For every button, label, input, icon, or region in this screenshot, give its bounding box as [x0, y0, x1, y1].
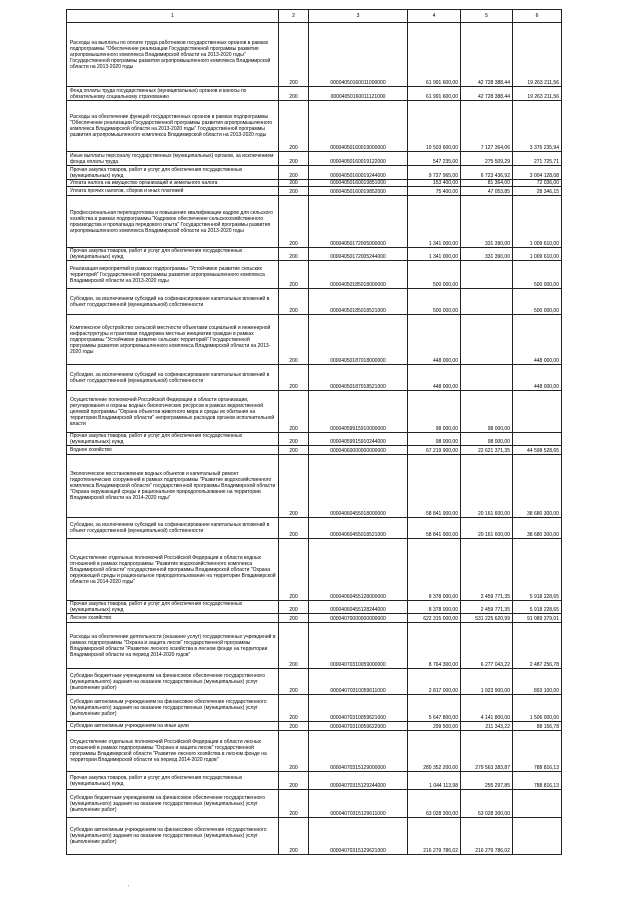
row-description: Иные выплаты персоналу государственных (муниципальных) органов, за исключением фонда оплаты труда [67, 152, 279, 166]
row-budget-code: 00004050172005244000 [309, 248, 408, 261]
table-row [67, 790, 562, 818]
row-approved-amount: 75 400,00 [408, 187, 461, 196]
row-line-code: 200 [279, 614, 309, 623]
row-executed-amount: 331 390,00 [461, 248, 513, 261]
row-approved-amount: 58 841 900,00 [408, 455, 461, 518]
row-description: Субсидии автономным учреждениям на финансовое обеспечение государственного (муниципального) задания на оказание государственных (муниципальных) услуг (выполнение работ) [67, 695, 279, 722]
row-description: Водное хозяйство [67, 446, 279, 455]
row-line-code: 200 [279, 289, 309, 315]
row-remaining-amount: 788 816,13 [513, 772, 562, 790]
row-description: Субсидии автономным учреждениям на финансовое обеспечение государственного (муниципального) задания на оказание государственных (муниципальных) услуг (выполнение работ) [67, 818, 279, 855]
row-line-code: 200 [279, 315, 309, 365]
row-budget-code: 00004070310059611000 [309, 669, 408, 695]
table-row [67, 180, 562, 187]
row-executed-amount: 216 279 786,02 [461, 818, 513, 855]
row-approved-amount: 98 000,00 [408, 433, 461, 446]
row-line-code: 200 [279, 695, 309, 722]
row-description: Прочая закупка товаров, работ и услуг для обеспечения государственных (муниципальных) нужд [67, 601, 279, 614]
row-approved-amount: 61 991 600,00 [408, 23, 461, 87]
row-approved-amount: 1 044 113,98 [408, 772, 461, 790]
row-remaining-amount: 1 009 610,00 [513, 248, 562, 261]
row-approved-amount: 448 000,00 [408, 315, 461, 365]
row-executed-amount: 6 277 043,22 [461, 623, 513, 669]
row-description: Профессиональная переподготовка и повышение квалификации кадров для сельского хозяйства в рамках подпрограммы "Кадровое обеспечение сельскохозяйственного производства и пропаганда передового опыта" Государственной программы развития агропромышленного комплекса Владимирской области на 2013-2020 годы [67, 196, 279, 248]
row-approved-amount: 67 219 900,00 [408, 446, 461, 455]
row-description: Расходы на обеспечение функций государственных органов в рамках подпрограммы "Обеспечение реализации Государственной программы развития агропромышленного комплекса Владимирской области на 2013-2020 годы" Государственной программы развития агропромышленного комплекса Владимирской области на 2013-2020 годы [67, 101, 279, 152]
row-line-code: 200 [279, 518, 309, 539]
table-row [67, 289, 562, 315]
row-description: Субсидии, за исключением субсидий на софинансирование капитальных вложений в объект государственной (муниципальной) собственности [67, 365, 279, 391]
table-row [67, 187, 562, 196]
row-remaining-amount: 5 918 228,65 [513, 601, 562, 614]
row-approved-amount: 10 503 600,00 [408, 101, 461, 152]
row-budget-code: 00004050185018521000 [309, 289, 408, 315]
row-executed-amount: 255 297,85 [461, 772, 513, 790]
table-body [67, 10, 562, 855]
row-budget-code: 00004050160011000000 [309, 23, 408, 87]
row-remaining-amount: 3 004 128,08 [513, 166, 562, 180]
row-description: Прочая закупка товаров, работ и услуг для обеспечения государственных (муниципальных) нужд [67, 433, 279, 446]
row-line-code: 200 [279, 87, 309, 101]
row-budget-code: 00004070310059621000 [309, 695, 408, 722]
row-line-code: 200 [279, 455, 309, 518]
row-executed-amount: 20 161 600,00 [461, 518, 513, 539]
row-description: Субсидии бюджетным учреждениям на финансовое обеспечение государственного (муниципального) задания на оказание государственных (муниципальных) услуг (выполнение работ) [67, 790, 279, 818]
row-remaining-amount: 271 725,71 [513, 152, 562, 166]
row-line-code: 200 [279, 818, 309, 855]
row-remaining-amount: 893 100,00 [513, 669, 562, 695]
table-row [67, 539, 562, 601]
row-executed-amount [461, 261, 513, 289]
table-row [67, 166, 562, 180]
row-remaining-amount: 88 156,78 [513, 722, 562, 731]
row-budget-code: 00004060455128000000 [309, 539, 408, 601]
table-row [67, 87, 562, 101]
table-row [67, 669, 562, 695]
row-description: Осуществление полномочий Российской Федерации в области организации, регулирования и охраны водных биологических ресурсов в рамках ведомственной целевой программы "Охрана объектов животного мира и среды их обитания на территории Владимирской области" непрограммных расходов органов исполнительной власти [67, 391, 279, 433]
row-executed-amount: 211 343,22 [461, 722, 513, 731]
row-budget-code: 00004060000000000000 [309, 446, 408, 455]
row-budget-code: 00004070315129000000 [309, 731, 408, 772]
row-remaining-amount: 44 598 528,65 [513, 446, 562, 455]
row-executed-amount: 2 459 771,35 [461, 601, 513, 614]
row-budget-code: 00004060455018521000 [309, 518, 408, 539]
row-description: Прочая закупка товаров, работ и услуг для обеспечения государственных (муниципальных) нужд [67, 248, 279, 261]
row-description: Расходы на обеспечение деятельности (оказание услуг) государственных учреждений в рамках подпрограммы "Охрана и защита лесов" государственной программы Владимирской области "Развитие лесного хозяйства в лесном фонде на территории Владимирской области на период 2014-2020 годов" [67, 623, 279, 669]
row-budget-code: 00004050185018000000 [309, 261, 408, 289]
row-approved-amount: 448 000,00 [408, 365, 461, 391]
table-row [67, 261, 562, 289]
row-description: Экологическое восстановление водных объектов и капитальный ремонт гидротехнических сооружений в рамках подпрограммы "Развитие водохозяйственного комплекса Владимирской области" государственной программы Владимирской области "Охрана окружающей среды и рациональное природопользование на территории Владимирской области на 2014-2020 годы" [67, 455, 279, 518]
row-budget-code: 00004060455128244000 [309, 601, 408, 614]
row-budget-code: 00004070310059622000 [309, 722, 408, 731]
row-remaining-amount: 38 680 300,00 [513, 455, 562, 518]
row-remaining-amount: 28 346,15 [513, 187, 562, 196]
row-approved-amount: 153 400,00 [408, 180, 461, 187]
row-description: Осуществление отдельных полномочий Российской Федерации в области лесных отношений в рамках подпрограммы "Охрана и защита лесов" государственной программы Владимирской области "Развитие лесного хозяйства в лесном фонде на территории Владимирской области на период 2014-2020 годов" [67, 731, 279, 772]
row-approved-amount: 547 235,00 [408, 152, 461, 166]
row-executed-amount: 2 459 771,35 [461, 539, 513, 601]
row-executed-amount: 63 028 300,00 [461, 790, 513, 818]
row-budget-code: 00004050172005000000 [309, 196, 408, 248]
row-executed-amount: 42 728 388,44 [461, 87, 513, 101]
row-description: Субсидии, за исключением субсидий на софинансирование капитальных вложений в объект государственной (муниципальной) собственности [67, 289, 279, 315]
row-budget-code: 00004070310059000000 [309, 623, 408, 669]
row-line-code: 200 [279, 669, 309, 695]
row-executed-amount: 279 563 383,87 [461, 731, 513, 772]
header-cell: 3 [309, 10, 408, 23]
row-approved-amount: 500 000,00 [408, 261, 461, 289]
row-description: Уплата прочих налогов, сборов и иных платежей [67, 187, 279, 196]
header-cell: 4 [408, 10, 461, 23]
table-row [67, 731, 562, 772]
row-budget-code: 00004050160019852000 [309, 187, 408, 196]
row-description: Комплексное обустройство сельской местности объектами социальной и инженерной инфраструктуры и грантовая поддержка местных инициатив граждан в рамках подпрограммы "Устойчивое развитие сельских территорий" Государственной программы развития агропромышленного комплекса Владимирской области на 2013-2020 годы [67, 315, 279, 365]
row-approved-amount: 63 028 300,00 [408, 790, 461, 818]
table-row [67, 695, 562, 722]
row-description: Осуществление отдельных полномочий Российской Федерации в области водных отношений в рамках подпрограммы "Развитие водохозяйственного комплекса Владимирской области" государственной программы Владимирской области "Охрана окружающей среды и рациональное природопользование на территории Владимирской области на 2014-2020 годы" [67, 539, 279, 601]
row-executed-amount: 4 141 800,00 [461, 695, 513, 722]
row-approved-amount: 5 647 800,00 [408, 695, 461, 722]
table-row [67, 365, 562, 391]
row-budget-code: 00004059915910244000 [309, 433, 408, 446]
table-row [67, 455, 562, 518]
row-remaining-amount: 788 816,13 [513, 731, 562, 772]
row-line-code: 200 [279, 539, 309, 601]
row-approved-amount: 299 500,00 [408, 722, 461, 731]
row-executed-amount: 81 364,00 [461, 180, 513, 187]
row-line-code: 200 [279, 101, 309, 152]
table-row [67, 433, 562, 446]
row-remaining-amount [513, 433, 562, 446]
row-approved-amount: 58 841 900,00 [408, 518, 461, 539]
row-budget-code: 00004050160019000000 [309, 101, 408, 152]
report-table-page [66, 9, 561, 857]
table-row [67, 818, 562, 855]
row-line-code: 200 [279, 722, 309, 731]
row-budget-code: 00004070315129621000 [309, 818, 408, 855]
row-description: Субсидии автономным учреждениям на иные цели [67, 722, 279, 731]
row-remaining-amount: 2 487 256,78 [513, 623, 562, 669]
row-description: Субсидии бюджетным учреждениям на финансовое обеспечение государственного (муниципального) задания на оказание государственных (муниципальных) услуг (выполнение работ) [67, 669, 279, 695]
table-row [67, 248, 562, 261]
row-executed-amount [461, 289, 513, 315]
row-executed-amount: 7 127 364,06 [461, 101, 513, 152]
row-approved-amount: 61 991 600,00 [408, 87, 461, 101]
row-budget-code: 00004059915910000000 [309, 391, 408, 433]
row-line-code: 200 [279, 166, 309, 180]
row-description: Уплата налога на имущество организаций и земельного налога [67, 180, 279, 187]
row-budget-code: 00004070315129244000 [309, 772, 408, 790]
row-line-code: 200 [279, 23, 309, 87]
expenditure-table [66, 9, 562, 855]
row-line-code: 200 [279, 365, 309, 391]
row-approved-amount: 2 817 000,00 [408, 669, 461, 695]
row-approved-amount: 280 352 200,00 [408, 731, 461, 772]
row-remaining-amount: 19 263 211,56 [513, 23, 562, 87]
row-description: Субсидии, за исключением субсидий на софинансирование капитальных вложений в объект государственной (муниципальной) собственности [67, 518, 279, 539]
header-cell: 2 [279, 10, 309, 23]
row-approved-amount: 1 341 000,00 [408, 196, 461, 248]
table-row [67, 152, 562, 166]
row-budget-code: 00004070315129611000 [309, 790, 408, 818]
table-row [67, 391, 562, 433]
row-budget-code: 00004050187018000000 [309, 315, 408, 365]
table-row [67, 518, 562, 539]
row-description: Реализация мероприятий в рамках подпрограммы "Устойчивое развитие сельских территорий" Государственной программы развития агропромышленного комплекса Владимирской области на 2013-2020 годы [67, 261, 279, 289]
row-executed-amount: 98 000,00 [461, 391, 513, 433]
row-remaining-amount [513, 391, 562, 433]
row-line-code: 200 [279, 196, 309, 248]
row-remaining-amount: 19 263 211,56 [513, 87, 562, 101]
row-description: Фонд оплаты труда государственных (муниципальных) органов и взносы по обязательному социальному страхованию [67, 87, 279, 101]
row-remaining-amount: 1 009 610,00 [513, 196, 562, 248]
table-row [67, 101, 562, 152]
footer-mark: ' [128, 885, 129, 891]
row-remaining-amount [513, 818, 562, 855]
row-executed-amount: 20 161 600,00 [461, 455, 513, 518]
row-line-code: 200 [279, 446, 309, 455]
row-remaining-amount: 38 680 300,00 [513, 518, 562, 539]
row-line-code: 200 [279, 731, 309, 772]
row-approved-amount: 1 341 000,00 [408, 248, 461, 261]
row-line-code: 200 [279, 152, 309, 166]
table-row [67, 446, 562, 455]
row-approved-amount: 8 378 000,00 [408, 601, 461, 614]
row-line-code: 200 [279, 248, 309, 261]
row-approved-amount: 9 727 965,00 [408, 166, 461, 180]
row-description: Лесное хозяйство [67, 614, 279, 623]
row-executed-amount: 6 723 436,92 [461, 166, 513, 180]
row-line-code: 200 [279, 261, 309, 289]
row-executed-amount: 42 728 388,44 [461, 23, 513, 87]
row-executed-amount: 98 000,00 [461, 433, 513, 446]
table-row [67, 772, 562, 790]
row-budget-code: 00004050160019122000 [309, 152, 408, 166]
row-budget-code: 00004060455018000000 [309, 455, 408, 518]
row-description: Расходы на выплаты по оплате труда работников государственных органов в рамках подпрограммы "Обеспечение реализации Государственной программы развития агропромышленного комплекса Владимирской области на 2013-2020 годы" Государственной программы развития агропромышленного комплекса Владимирской области на 2013-2020 годы [67, 23, 279, 87]
row-remaining-amount [513, 790, 562, 818]
row-remaining-amount: 72 036,00 [513, 180, 562, 187]
row-remaining-amount: 1 506 000,00 [513, 695, 562, 722]
row-budget-code: 00004050187018521000 [309, 365, 408, 391]
row-remaining-amount: 448 000,00 [513, 315, 562, 365]
row-description: Прочая закупка товаров, работ и услуг для обеспечения государственных (муниципальных) нужд [67, 772, 279, 790]
row-line-code: 200 [279, 187, 309, 196]
header-row [67, 10, 562, 23]
row-approved-amount: 8 764 300,00 [408, 623, 461, 669]
row-approved-amount: 500 000,00 [408, 289, 461, 315]
table-row [67, 623, 562, 669]
row-budget-code: 00004050160019244000 [309, 166, 408, 180]
row-line-code: 200 [279, 601, 309, 614]
row-line-code: 200 [279, 391, 309, 433]
row-executed-amount: 1 923 900,00 [461, 669, 513, 695]
table-row [67, 23, 562, 87]
row-remaining-amount: 91 089 379,01 [513, 614, 562, 623]
row-remaining-amount: 500 000,00 [513, 289, 562, 315]
row-approved-amount: 216 279 786,02 [408, 818, 461, 855]
header-cell: 1 [67, 10, 279, 23]
row-remaining-amount: 5 918 228,65 [513, 539, 562, 601]
row-executed-amount: 22 621 371,35 [461, 446, 513, 455]
row-remaining-amount: 3 376 235,94 [513, 101, 562, 152]
table-row [67, 614, 562, 623]
row-executed-amount: 47 053,85 [461, 187, 513, 196]
row-line-code: 200 [279, 623, 309, 669]
table-row [67, 601, 562, 614]
row-executed-amount: 331 390,00 [461, 196, 513, 248]
row-remaining-amount: 448 000,00 [513, 365, 562, 391]
row-remaining-amount: 500 000,00 [513, 261, 562, 289]
row-budget-code: 00004050160019851000 [309, 180, 408, 187]
table-row [67, 196, 562, 248]
row-description: Прочая закупка товаров, работ и услуг для обеспечения государственных (муниципальных) нужд [67, 166, 279, 180]
row-line-code: 200 [279, 433, 309, 446]
header-cell: 5 [461, 10, 513, 23]
row-approved-amount: 8 378 000,00 [408, 539, 461, 601]
row-executed-amount: 531 225 620,99 [461, 614, 513, 623]
row-line-code: 200 [279, 180, 309, 187]
row-budget-code: 00004070000000000000 [309, 614, 408, 623]
row-line-code: 200 [279, 790, 309, 818]
row-executed-amount [461, 315, 513, 365]
header-cell: 6 [513, 10, 562, 23]
row-approved-amount: 622 315 000,00 [408, 614, 461, 623]
row-line-code: 200 [279, 772, 309, 790]
row-executed-amount [461, 365, 513, 391]
table-row [67, 722, 562, 731]
row-approved-amount: 98 000,00 [408, 391, 461, 433]
table-row [67, 315, 562, 365]
row-executed-amount: 275 509,29 [461, 152, 513, 166]
row-budget-code: 00004050160011121000 [309, 87, 408, 101]
